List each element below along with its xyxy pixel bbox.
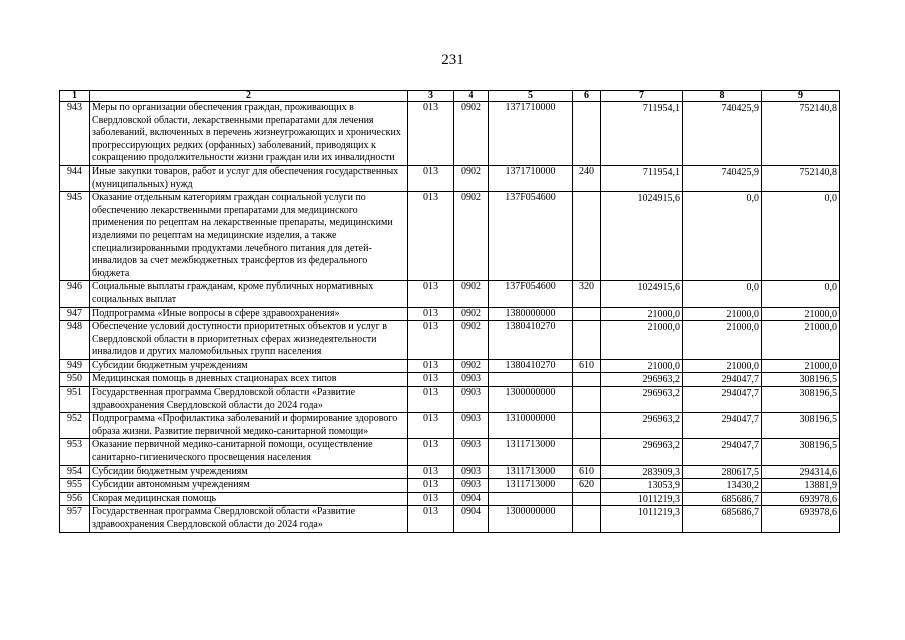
- admin-code: 013: [408, 465, 454, 479]
- admin-code: 013: [408, 492, 454, 506]
- amount-col8: [683, 492, 762, 506]
- section-code: 0904: [454, 492, 489, 506]
- row-number: 956: [60, 492, 90, 506]
- expense-type-code: 610: [573, 359, 601, 373]
- amount-col8: [683, 373, 762, 387]
- amount-col9-value: 308196,5: [799, 388, 837, 400]
- amount-col7-value: 283909,3: [642, 466, 680, 478]
- target-article-code: 137F054600: [489, 281, 573, 307]
- amount-col9: [762, 506, 840, 532]
- amount-col8: [683, 359, 762, 373]
- amount-col7-value: 1011219,3: [637, 493, 680, 505]
- amount-col7-value: 21000,0: [647, 360, 680, 372]
- amount-col9: [762, 492, 840, 506]
- amount-col7: [601, 413, 683, 439]
- amount-col9: [762, 281, 840, 307]
- row-number: 944: [60, 165, 90, 191]
- expense-type-code: [573, 413, 601, 439]
- column-header: 5: [489, 91, 573, 102]
- table-row: [60, 321, 840, 360]
- admin-code: 013: [408, 192, 454, 281]
- expense-type-code: [573, 192, 601, 281]
- row-name: Подпрограмма «Профилактика заболеваний и формирование здорового образа жизни. Развитие первичной медико-санитарной помощи»: [90, 413, 408, 439]
- target-article-code: [489, 373, 573, 387]
- admin-code: 013: [408, 413, 454, 439]
- row-name: Меры по организации обеспечения граждан, проживающих в Свердловской области, лекарственными препаратами для лечения заболеваний, включенных в перечень жизнеугрожающих и хронических прогрессирующих редких (орфанных) заболеваний, приводящих к сокращению продолжительности жизни граждан или их инвалидности: [90, 102, 408, 166]
- amount-col8-value: 294047,7: [721, 440, 759, 452]
- expense-type-code: [573, 506, 601, 532]
- section-code: 0903: [454, 387, 489, 413]
- row-number: 954: [60, 465, 90, 479]
- target-article-code: 1380000000: [489, 307, 573, 321]
- admin-code: 013: [408, 165, 454, 191]
- amount-col7: [601, 373, 683, 387]
- expense-type-code: [573, 439, 601, 465]
- row-number: 957: [60, 506, 90, 532]
- budget-table: [59, 90, 840, 533]
- expense-type-code: [573, 102, 601, 166]
- row-name: Подпрограмма «Иные вопросы в сфере здравоохранения»: [90, 307, 408, 321]
- amount-col9-value: 693978,6: [799, 493, 837, 505]
- amount-col7-value: 21000,0: [647, 322, 680, 334]
- amount-col7-value: 296963,2: [642, 374, 680, 386]
- section-code: 0902: [454, 307, 489, 321]
- expense-type-code: 320: [573, 281, 601, 307]
- admin-code: 013: [408, 281, 454, 307]
- column-header: 1: [60, 91, 90, 102]
- table-row: [60, 465, 840, 479]
- amount-col7: [601, 102, 683, 166]
- column-header: 6: [573, 91, 601, 102]
- amount-col8-value: 280617,5: [721, 466, 759, 478]
- target-article-code: 1300000000: [489, 506, 573, 532]
- target-article-code: 137F054600: [489, 192, 573, 281]
- amount-col7: [601, 192, 683, 281]
- amount-col9-value: 308196,5: [799, 374, 837, 386]
- expense-type-code: [573, 307, 601, 321]
- amount-col9-value: 693978,6: [799, 507, 837, 519]
- section-code: 0903: [454, 439, 489, 465]
- expense-type-code: 610: [573, 465, 601, 479]
- table-row: [60, 165, 840, 191]
- row-number: 946: [60, 281, 90, 307]
- admin-code: 013: [408, 307, 454, 321]
- amount-col7-value: 711954,1: [642, 103, 680, 114]
- amount-col8: [683, 387, 762, 413]
- section-code: 0904: [454, 506, 489, 532]
- expense-type-code: 240: [573, 165, 601, 191]
- page-number: 231: [441, 52, 464, 68]
- amount-col8-value: 740425,9: [721, 166, 759, 178]
- row-name: Субсидии бюджетным учреждениям: [90, 465, 408, 479]
- section-code: 0903: [454, 373, 489, 387]
- target-article-code: 1371710000: [489, 165, 573, 191]
- amount-col9: [762, 192, 840, 281]
- admin-code: 013: [408, 439, 454, 465]
- row-number: 950: [60, 373, 90, 387]
- amount-col7-value: 13053,9: [647, 480, 680, 492]
- row-name: Оказание первичной медико-санитарной помощи, осуществление санитарно-гигиенического просвещения населения: [90, 439, 408, 465]
- amount-col7-value: 1024915,6: [637, 193, 680, 205]
- admin-code: 013: [408, 373, 454, 387]
- amount-col9-value: 21000,0: [804, 360, 837, 372]
- amount-col7: [601, 281, 683, 307]
- expense-type-code: 620: [573, 479, 601, 493]
- amount-col8: [683, 506, 762, 532]
- amount-col9-value: 308196,5: [799, 414, 837, 426]
- amount-col9-value: 0,0: [824, 282, 837, 294]
- amount-col7: [601, 465, 683, 479]
- table-body: [60, 102, 840, 533]
- amount-col7: [601, 439, 683, 465]
- amount-col8: [683, 465, 762, 479]
- column-header: 7: [601, 91, 683, 102]
- amount-col9: [762, 359, 840, 373]
- amount-col9-value: 752140,8: [799, 166, 837, 178]
- amount-col9: [762, 479, 840, 493]
- section-code: 0903: [454, 479, 489, 493]
- amount-col8: [683, 479, 762, 493]
- table-row: [60, 102, 840, 166]
- row-number: 943: [60, 102, 90, 166]
- table-row: [60, 373, 840, 387]
- amount-col9: [762, 413, 840, 439]
- target-article-code: 1300000000: [489, 387, 573, 413]
- amount-col7-value: 296963,2: [642, 440, 680, 452]
- table-row: [60, 492, 840, 506]
- amount-col7: [601, 492, 683, 506]
- amount-col8: [683, 102, 762, 166]
- section-code: 0902: [454, 165, 489, 191]
- amount-col9: [762, 439, 840, 465]
- amount-col9: [762, 102, 840, 166]
- amount-col7: [601, 307, 683, 321]
- table-row: [60, 439, 840, 465]
- amount-col8-value: 685686,7: [721, 493, 759, 505]
- amount-col9: [762, 321, 840, 360]
- amount-col8-value: 21000,0: [726, 308, 759, 320]
- target-article-code: 1371710000: [489, 102, 573, 166]
- amount-col8-value: 294047,7: [721, 388, 759, 400]
- admin-code: 013: [408, 321, 454, 360]
- amount-col8: [683, 321, 762, 360]
- section-code: 0903: [454, 465, 489, 479]
- expense-type-code: [573, 492, 601, 506]
- amount-col8: [683, 192, 762, 281]
- table-row: [60, 479, 840, 493]
- amount-col7: [601, 506, 683, 532]
- amount-col9-value: 308196,5: [799, 440, 837, 452]
- target-article-code: 1380410270: [489, 321, 573, 360]
- target-article-code: 1311713000: [489, 439, 573, 465]
- section-code: 0902: [454, 281, 489, 307]
- row-name: Субсидии автономным учреждениям: [90, 479, 408, 493]
- admin-code: 013: [408, 359, 454, 373]
- row-number: 952: [60, 413, 90, 439]
- amount-col8-value: 294047,7: [721, 374, 759, 386]
- target-article-code: 1380410270: [489, 359, 573, 373]
- row-name: Медицинская помощь в дневных стационарах всех типов: [90, 373, 408, 387]
- amount-col9-value: 13881,9: [804, 480, 837, 492]
- amount-col7: [601, 321, 683, 360]
- admin-code: 013: [408, 387, 454, 413]
- amount-col7-value: 296963,2: [642, 414, 680, 426]
- row-name: Субсидии бюджетным учреждениям: [90, 359, 408, 373]
- amount-col8-value: 21000,0: [726, 322, 759, 334]
- amount-col8-value: 685686,7: [721, 507, 759, 519]
- amount-col8: [683, 413, 762, 439]
- row-number: 951: [60, 387, 90, 413]
- row-name: Государственная программа Свердловской области «Развитие здравоохранения Свердловской области до 2024 года»: [90, 506, 408, 532]
- expense-type-code: [573, 387, 601, 413]
- amount-col8: [683, 165, 762, 191]
- amount-col9-value: 21000,0: [804, 322, 837, 334]
- row-number: 947: [60, 307, 90, 321]
- amount-col7-value: 296963,2: [642, 388, 680, 400]
- amount-col9: [762, 373, 840, 387]
- row-name: Скорая медицинская помощь: [90, 492, 408, 506]
- admin-code: 013: [408, 479, 454, 493]
- section-code: 0902: [454, 321, 489, 360]
- row-name: Обеспечение условий доступности приоритетных объектов и услуг в Свердловской области в приоритетных сферах жизнедеятельности инвалидов и других маломобильных групп населения: [90, 321, 408, 360]
- amount-col7-value: 1024915,6: [637, 282, 680, 294]
- table-row: [60, 307, 840, 321]
- table-row: [60, 192, 840, 281]
- amount-col8-value: 740425,9: [721, 103, 759, 114]
- amount-col9: [762, 387, 840, 413]
- header-row: [60, 91, 840, 102]
- amount-col8: [683, 439, 762, 465]
- column-header: 3: [408, 91, 454, 102]
- column-header: 2: [90, 91, 408, 102]
- target-article-code: 1310000000: [489, 413, 573, 439]
- row-number: 949: [60, 359, 90, 373]
- table-row: [60, 413, 840, 439]
- target-article-code: 1311713000: [489, 479, 573, 493]
- column-header: 8: [683, 91, 762, 102]
- row-number: 955: [60, 479, 90, 493]
- amount-col7: [601, 387, 683, 413]
- amount-col8-value: 21000,0: [726, 360, 759, 372]
- section-code: 0902: [454, 192, 489, 281]
- amount-col8-value: 0,0: [746, 193, 759, 205]
- amount-col9-value: 21000,0: [804, 308, 837, 320]
- table-row: [60, 387, 840, 413]
- admin-code: 013: [408, 506, 454, 532]
- row-number: 945: [60, 192, 90, 281]
- amount-col9-value: 0,0: [824, 193, 837, 205]
- section-code: 0902: [454, 102, 489, 166]
- table-row: [60, 359, 840, 373]
- row-number: 953: [60, 439, 90, 465]
- amount-col7: [601, 165, 683, 191]
- expense-type-code: [573, 373, 601, 387]
- amount-col7: [601, 479, 683, 493]
- amount-col8: [683, 281, 762, 307]
- row-name: Государственная программа Свердловской области «Развитие здравоохранения Свердловской области до 2024 года»: [90, 387, 408, 413]
- amount-col9-value: 752140,8: [799, 103, 837, 114]
- row-name: Социальные выплаты гражданам, кроме публичных нормативных социальных выплат: [90, 281, 408, 307]
- amount-col7-value: 711954,1: [642, 166, 680, 178]
- table-row: [60, 506, 840, 532]
- amount-col8-value: 294047,7: [721, 414, 759, 426]
- amount-col8: [683, 307, 762, 321]
- amount-col9: [762, 465, 840, 479]
- amount-col7-value: 21000,0: [647, 308, 680, 320]
- section-code: 0902: [454, 359, 489, 373]
- admin-code: 013: [408, 102, 454, 166]
- amount-col9-value: 294314,6: [799, 466, 837, 478]
- column-header: 9: [762, 91, 840, 102]
- table-row: [60, 281, 840, 307]
- amount-col7: [601, 359, 683, 373]
- amount-col9: [762, 307, 840, 321]
- row-number: 948: [60, 321, 90, 360]
- expense-type-code: [573, 321, 601, 360]
- row-name: Оказание отдельным категориям граждан социальной услуги по обеспечению лекарственными препаратами для медицинского применения по рецептам на лекарственные препараты, медицинскими изделиями по рецептам на медицинские изделия, а также специализированными продуктами лечебного питания для детей-инвалидов за счет межбюджетных трансфертов из федерального бюджета: [90, 192, 408, 281]
- row-name: Иные закупки товаров, работ и услуг для обеспечения государственных (муниципальных) нужд: [90, 165, 408, 191]
- amount-col8-value: 13430,2: [726, 480, 759, 492]
- column-header: 4: [454, 91, 489, 102]
- target-article-code: 1311713000: [489, 465, 573, 479]
- amount-col9: [762, 165, 840, 191]
- amount-col8-value: 0,0: [746, 282, 759, 294]
- target-article-code: [489, 492, 573, 506]
- amount-col7-value: 1011219,3: [637, 507, 680, 519]
- section-code: 0903: [454, 413, 489, 439]
